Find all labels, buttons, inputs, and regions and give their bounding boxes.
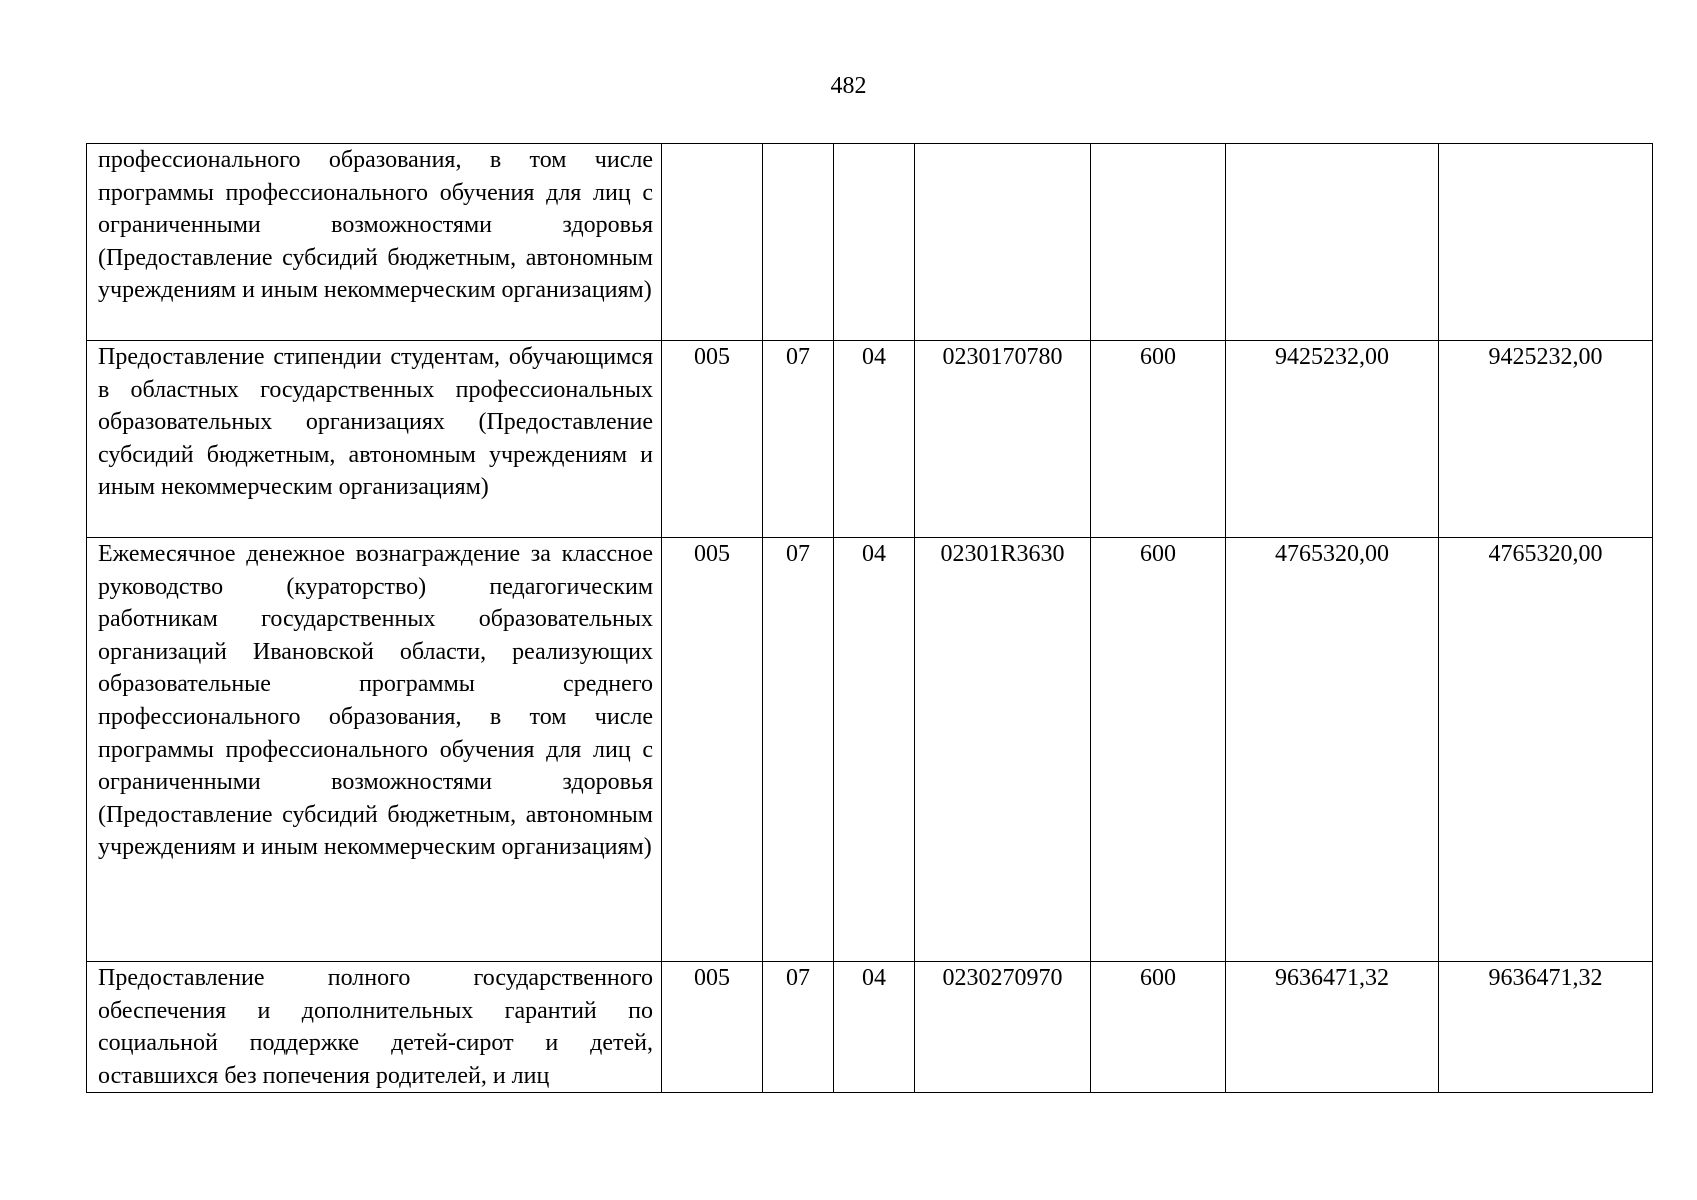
department-code-cell: 005 (662, 538, 763, 962)
amount-year-2-cell (1439, 144, 1653, 341)
section-code-cell: 07 (763, 962, 834, 1093)
amount-year-2-cell: 4765320,00 (1439, 538, 1653, 962)
section-code-cell: 07 (763, 341, 834, 538)
target-article-cell: 02301R3630 (915, 538, 1091, 962)
amount-year-2-cell: 9636471,32 (1439, 962, 1653, 1093)
department-code-cell (662, 144, 763, 341)
row-description: Предоставление стипендии студентам, обучающимся в областных государственных профессиональных образовательных организациях (Предоставление субсидий бюджетным, автономным учреждениям и иным некоммерческим организациям) (87, 341, 662, 538)
subsection-code-cell: 04 (834, 341, 915, 538)
subsection-code-cell (834, 144, 915, 341)
department-code-cell: 005 (662, 962, 763, 1093)
department-code-cell: 005 (662, 341, 763, 538)
row-description: профессионального образования, в том числе программы профессионального обучения для лиц с ограниченными возможностями здоровья (Предоставление субсидий бюджетным, автономным учреждениям и иным некоммерческим организациям) (87, 144, 662, 341)
subsection-code-cell: 04 (834, 962, 915, 1093)
expense-type-cell: 600 (1091, 341, 1226, 538)
page-number: 482 (830, 73, 867, 99)
amount-year-1-cell: 9636471,32 (1226, 962, 1439, 1093)
target-article-cell: 0230170780 (915, 341, 1091, 538)
amount-year-1-cell: 9425232,00 (1226, 341, 1439, 538)
amount-year-1-cell (1226, 144, 1439, 341)
row-description: Ежемесячное денежное вознаграждение за классное руководство (кураторство) педагогическим работникам государственных образовательных организаций Ивановской области, реализующих образовательные программы среднего профессионального образования, в том числе программы профессионального обучения для лиц с ограниченными возможностями здоровья (Предоставление субсидий бюджетным, автономным учреждениям и иным некоммерческим организациям) (87, 538, 662, 962)
target-article-cell: 0230270970 (915, 962, 1091, 1093)
budget-table (86, 143, 1653, 1093)
section-code-cell: 07 (763, 538, 834, 962)
expense-type-cell: 600 (1091, 962, 1226, 1093)
section-code-cell (763, 144, 834, 341)
subsection-code-cell: 04 (834, 538, 915, 962)
row-description: Предоставление полного государственного обеспечения и дополнительных гарантий по социальной поддержке детей-сирот и детей, оставшихся без попечения родителей, и лиц (87, 962, 662, 1093)
amount-year-1-cell: 4765320,00 (1226, 538, 1439, 962)
amount-year-2-cell: 9425232,00 (1439, 341, 1653, 538)
expense-type-cell: 600 (1091, 538, 1226, 962)
target-article-cell (915, 144, 1091, 341)
table-row (87, 341, 1653, 538)
table-row (87, 144, 1653, 341)
table-row (87, 538, 1653, 962)
table-row (87, 962, 1653, 1093)
expense-type-cell (1091, 144, 1226, 341)
